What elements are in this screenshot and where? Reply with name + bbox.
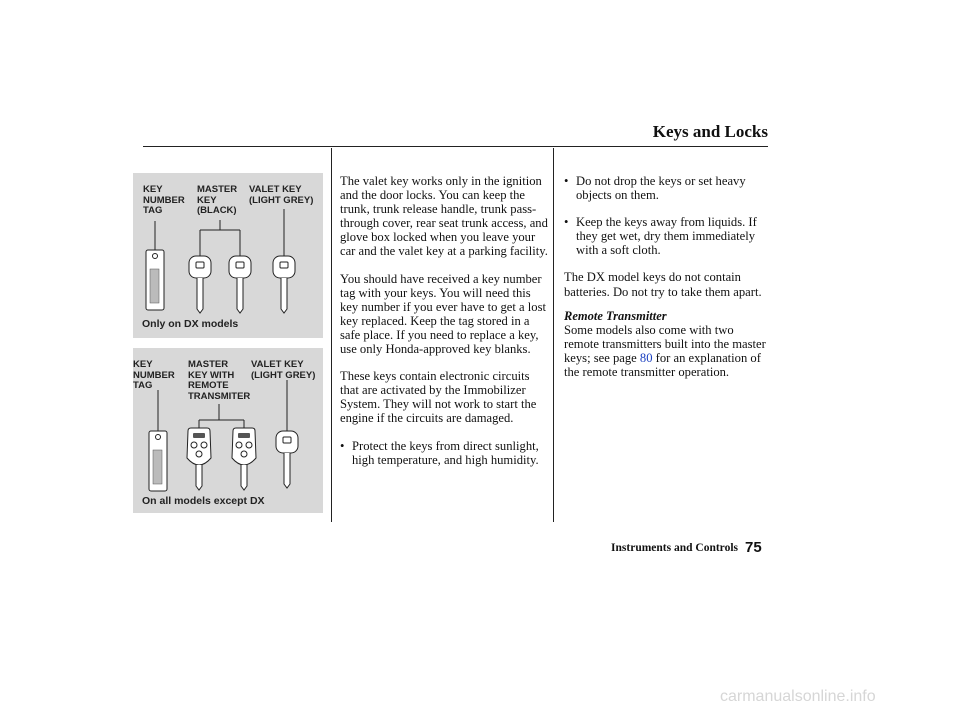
page-number: 75: [745, 539, 762, 556]
footer-section: Instruments and Controls: [611, 542, 738, 554]
label-master-key-remote: MASTER KEY WITH REMOTE TRANSMITER: [188, 359, 251, 402]
valet-key-icon: [273, 256, 295, 313]
page-link[interactable]: 80: [639, 350, 653, 365]
paragraph-remote-transmitter: [564, 323, 769, 379]
key-number-tag-icon: [149, 431, 167, 491]
page-title: Keys and Locks: [652, 122, 768, 141]
figure-caption-non-dx: On all models except DX: [142, 495, 265, 507]
remote-text-after: for an explanation of the remote transmitter operation.: [564, 350, 761, 380]
paragraph-immobilizer: These keys contain electronic circuits that are activated by the Immobilizer System. They will not work to start the engine if the circuits are damaged.: [340, 369, 537, 426]
paragraph-key-number-tag: You should have received a key number tag with your keys. You will need this key number if you ever have to get a lost key replaced. Keep the tag stored in a safe place. If you need to replace a key, use only Honda-approved key blanks.: [340, 271, 546, 357]
keys-illustration-dx: [133, 173, 323, 338]
column-divider-left: [331, 148, 332, 522]
paragraph-valet-key: The valet key works only in the ignition and the door locks. You can keep the trunk, trunk release handle, trunk pass-through cover, rear seat trunk access, and glove box locked when you leave your car and the valet key at a parking facility.: [340, 174, 548, 259]
bullet-protect-keys: [340, 439, 548, 467]
key-number-tag-icon: [146, 250, 164, 310]
label-key-number-tag: KEY NUMBER TAG: [133, 359, 175, 391]
figure-caption-dx: Only on DX models: [142, 318, 239, 330]
master-key-remote-icon: [187, 428, 211, 490]
bullet-dot: •: [564, 215, 569, 230]
label-master-key: MASTER KEY (BLACK): [197, 184, 238, 216]
valet-key-icon: [276, 431, 298, 488]
label-valet-key: VALET KEY (LIGHT GREY): [249, 184, 314, 206]
bullet-keep-away-liquids: [564, 215, 769, 257]
label-key-number-tag: KEY NUMBER TAG: [143, 184, 185, 216]
master-key-icon: [189, 256, 211, 313]
column-divider-right: [553, 148, 554, 522]
label-valet-key: VALET KEY (LIGHT GREY): [251, 359, 316, 381]
paragraph-dx-batteries: The DX model keys do not contain batteries. Do not try to take them apart.: [564, 270, 762, 299]
watermark: carmanualsonline.info: [720, 688, 876, 705]
bullet-text: Do not drop the keys or set heavy objects on them.: [576, 174, 746, 203]
bullet-dot: •: [564, 174, 569, 188]
figure-keys-dx: [133, 173, 323, 338]
header-rule: [143, 146, 768, 147]
master-key-icon: [229, 256, 251, 313]
figure-keys-non-dx: [133, 348, 323, 513]
column-right: [564, 174, 769, 379]
remote-text-before: Some models also come with two remote transmitters built into the master keys; see page: [564, 322, 766, 365]
bullet-text: Protect the keys from direct sunlight, high temperature, and high humidity.: [352, 438, 539, 467]
bullet-dot: •: [340, 438, 345, 453]
column-middle: [340, 174, 548, 467]
subheading-remote-transmitter: Remote Transmitter: [564, 308, 667, 323]
bullet-do-not-drop: [564, 174, 769, 202]
bullet-text: Keep the keys away from liquids. If they get wet, dry them immediately with a soft cloth.: [576, 215, 757, 258]
keys-illustration-non-dx: [133, 348, 323, 513]
master-key-remote-icon: [232, 428, 256, 490]
